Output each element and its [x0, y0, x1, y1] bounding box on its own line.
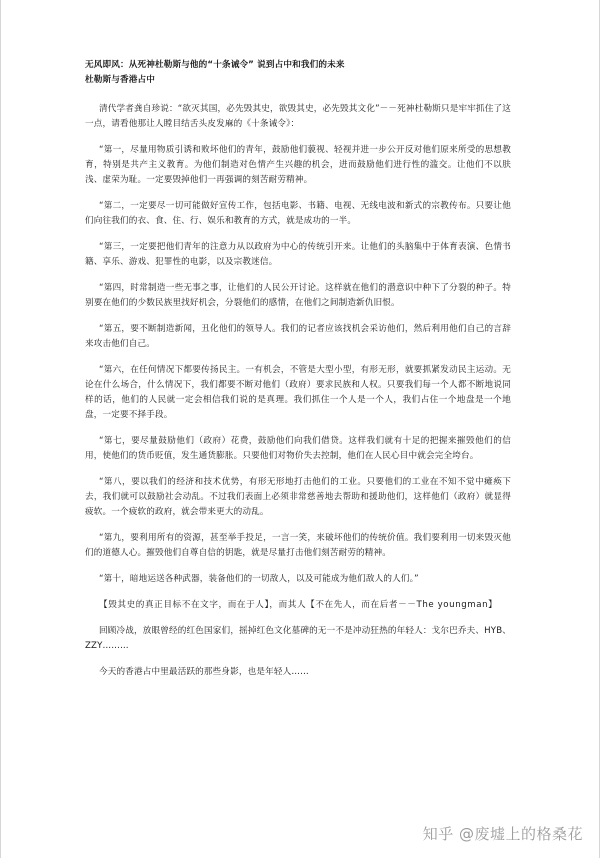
document-subtitle: 杜勒斯与香港占中: [85, 75, 155, 85]
paragraph-rule-10: “第十，暗地运送各种武器，装备他们的一切敌人，以及可能成为他们敌人的人们。”: [99, 574, 419, 584]
paragraph-rule-6: “第六，在任何情况下都要传扬民主。一有机会，不管是大型小型，有形无形，就要抓紧发动民主运动。无论在什么场合，什么情况下，我们都要不断对他们（政府）要求民族和人权。只要我们每一个人都不断地说同样的话，他们的人民就一定会相信我们说的是真理。我们抓住一个人是一个人，我们占住一个地盘是一个地盘，一定要不择手段。: [85, 365, 511, 420]
paragraph-rule-4: “第四，时常制造一些无事之事，让他们的人民公开讨论。这样就在他们的潜意识中种下了分裂的种子。特别要在他们的少数民族里找好机会，分裂他们的感情，在他们之间制造新仇旧恨。: [85, 283, 511, 308]
document-title: 无风即风：从死神杜勒斯与他的“十条诫令” 说到占中和我们的未来: [85, 60, 345, 70]
paragraph-rule-3: “第三，一定要把他们青年的注意力从以政府为中心的传统引开来。让他们的头脑集中于体育表演、色情书籍、享乐、游戏、犯罪性的电影，以及宗教迷信。: [85, 242, 511, 267]
paragraph-cold-war: 回顾冷战，放眼曾经的红色国家们，摇掉红色文化墓碑的无一不是冲动狂热的年轻人：戈尔巴乔夫、HYB、ZZY………: [85, 626, 511, 651]
paragraph-rule-9: “第九，要利用所有的资源，甚至举手投足，一言一笑，来破坏他们的传统价值。我们要利用一切来毁灭他们的道德人心。摧毁他们自尊自信的钥匙，就是尽量打击他们刻苦耐劳的精神。: [85, 533, 511, 558]
paragraph-rule-7: “第七，要尽量鼓励他们（政府）花费，鼓励他们向我们借贷。这样我们就有十足的把握来摧毁他们的信用，使他们的货币贬值，发生通货膨胀。只要他们对物价失去控制，他们在人民心目中就会完全垮台。: [85, 436, 511, 461]
paragraph-rule-8: “第八，要以我们的经济和技术优势，有形无形地打击他们的工业。只要他们的工业在不知不觉中瘫痪下去，我们就可以鼓励社会动乱。不过我们表面上必须非常慈善地去帮助和援助他们，这样他们（政府）就显得疲软。一个疲软的政府，就会带来更大的动乱。: [85, 477, 511, 517]
paragraph-rule-1: “第一，尽量用物质引诱和败坏他们的青年，鼓励他们藐视、轻视并进一步公开反对他们原来所受的思想教育，特别是共产主义教育。为他们制造对色情产生兴趣的机会，进而鼓励他们进行性的滥交。让他们不以肤浅、虚荣为耻。一定要毁掉他们一再强调的刻苦耐劳精神。: [85, 145, 511, 185]
paragraph-intro: 清代学者龚自珍说：“欲灭其国，必先毁其史，欲毁其史，必先毁其文化”－－死神杜勒斯只是牢牢抓住了这一点，请看他那让人瞠目结舌头皮发麻的《十条诫令》：: [85, 104, 511, 129]
document-content: [85, 58, 511, 691]
zhihu-watermark: 知乎 @废墟上的格桑花: [422, 825, 583, 843]
paragraph-target: 【毁其史的真正目标不在文字，而在于人】，而其人【不在先人，而在后者－－The youngman】: [99, 600, 498, 610]
paragraph-rule-2: “第二，一定要尽一切可能做好宣传工作，包括电影、书籍、电视、无线电波和新式的宗教传布。只要让他们向往我们的衣、食、住、行、娱乐和教育的方式，就是成功的一半。: [85, 201, 511, 226]
paragraph-rule-5: “第五，要不断制造新闻，丑化他们的领导人。我们的记者应该找机会采访他们，然后利用他们自己的言辞来攻击他们自己。: [85, 324, 511, 349]
paragraph-occupy-central: 今天的香港占中里最活跃的那些身影，也是年轻人……: [99, 667, 309, 677]
